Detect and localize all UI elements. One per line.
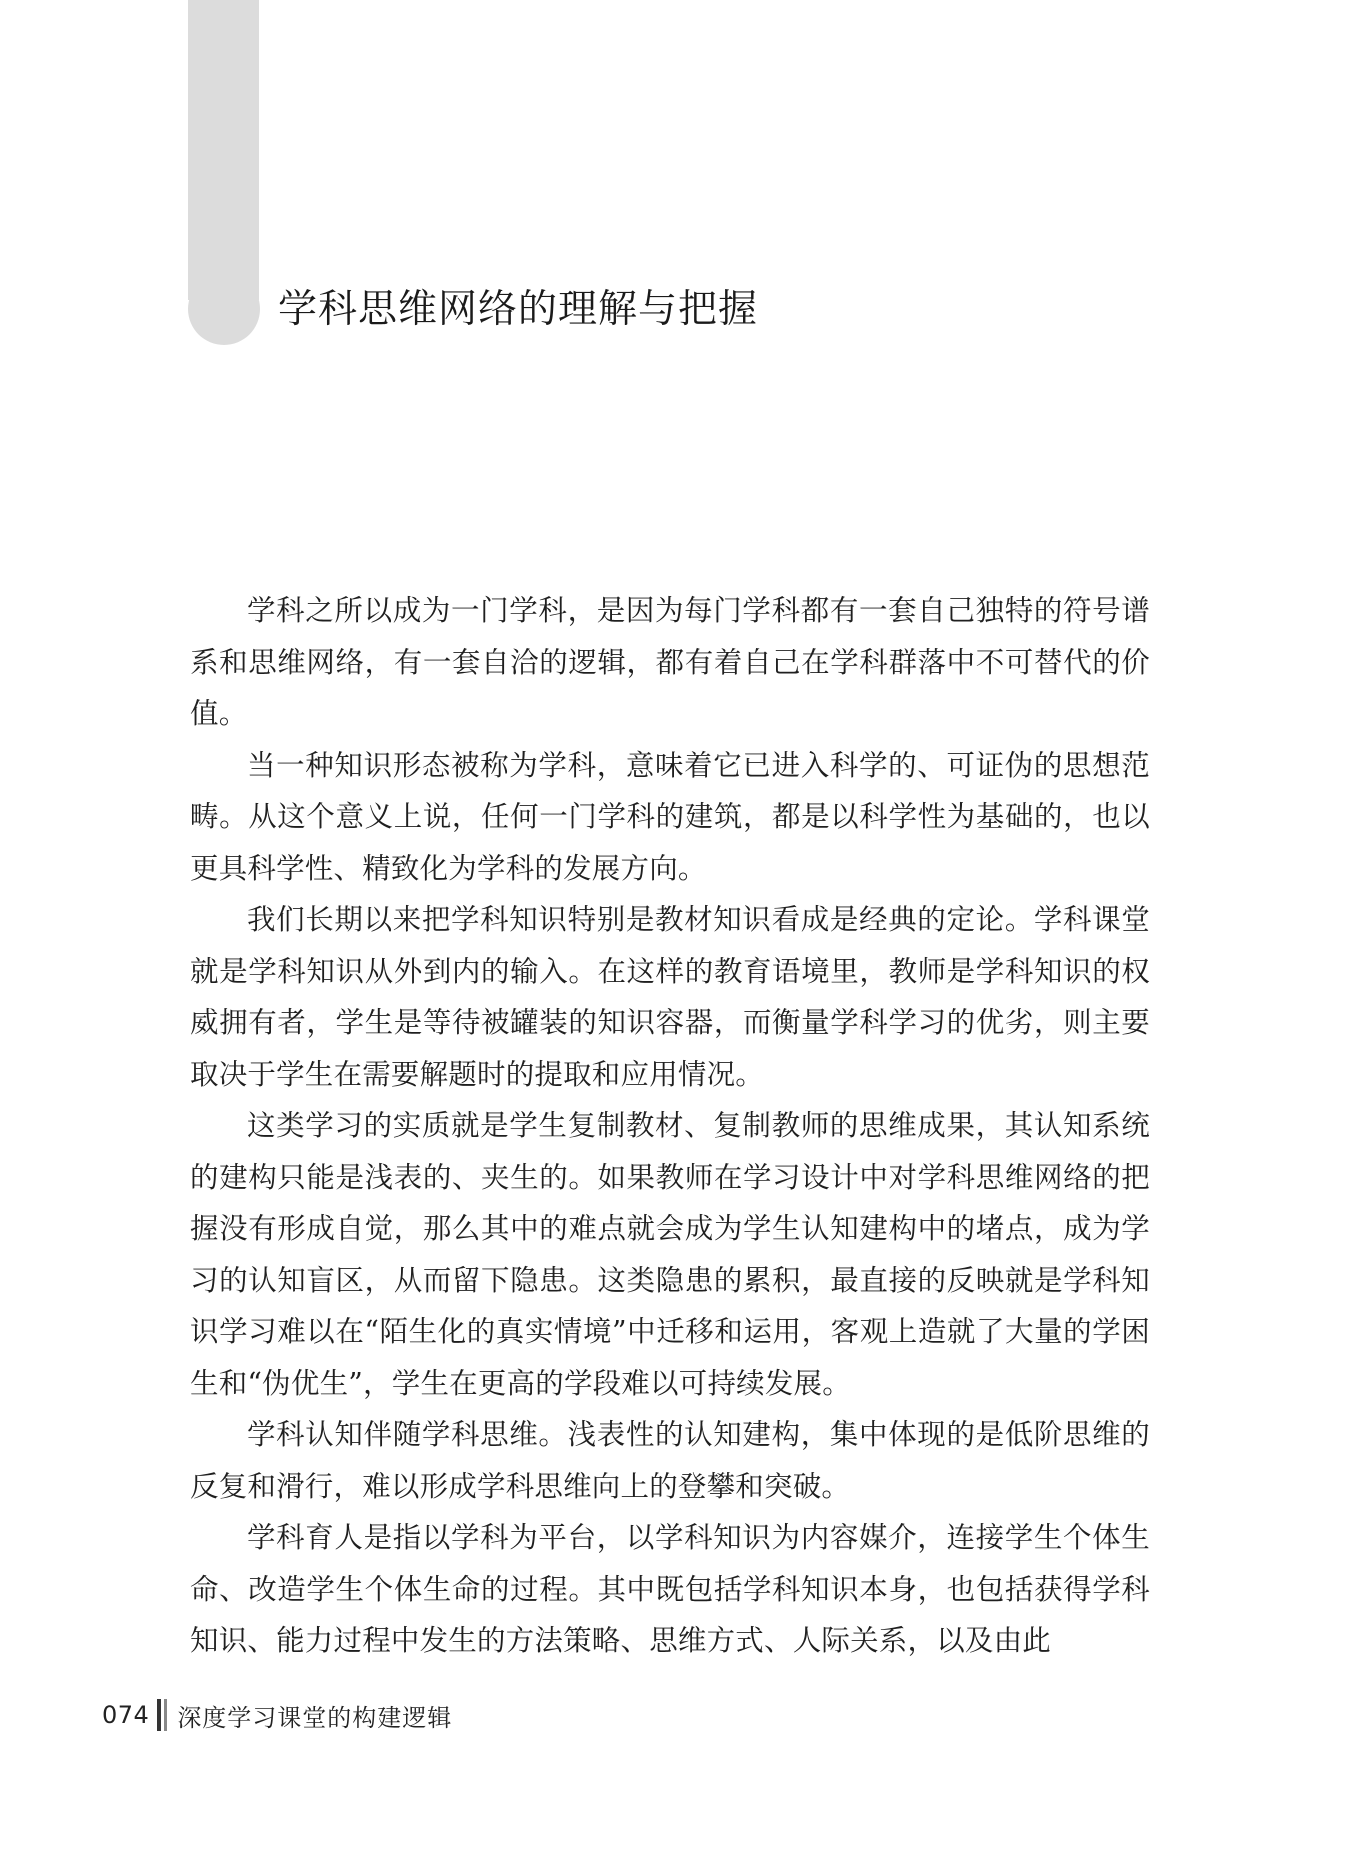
chapter-title: 学科思维网络的理解与把握 — [278, 287, 759, 332]
paragraph: 这类学习的实质就是学生复制教材、复制教师的思维成果，其认知系统的建构只能是浅表的、夹生的。如果教师在学习设计中对学科思维网络的把握没有形成自觉，那么其中的难点就会成为学生认知建构中的堵点，成为学习的认知盲区，从而留下隐患。这类隐患的累积，最直接的反映就是学科知识学习难以在“陌生化的真实情境”中迁移和运用，客观上造就了大量的学困生和“伪优生”，学生在更高的学段难以可持续发展。 — [190, 1109, 1150, 1400]
chapter-decoration-bar — [188, 0, 259, 300]
page-number: 074 — [102, 1701, 150, 1729]
chapter-decoration-circle — [188, 273, 260, 345]
paragraph: 学科育人是指以学科为平台，以学科知识为内容媒介，连接学生个体生命、改造学生个体生命的过程。其中既包括学科知识本身，也包括获得学科知识、能力过程中发生的方法策略、思维方式、人际关系，以及由此 — [190, 1521, 1150, 1657]
running-title: 深度学习课堂的构建逻辑 — [177, 1703, 453, 1732]
footer-divider — [157, 1699, 167, 1731]
paragraph: 我们长期以来把学科知识特别是教材知识看成是经典的定论。学科课堂就是学科知识从外到内的输入。在这样的教育语境里，教师是学科知识的权威拥有者，学生是等待被罐装的知识容器，而衡量学科学习的优劣，则主要取决于学生在需要解题时的提取和应用情况。 — [190, 903, 1150, 1091]
paragraph: 当一种知识形态被称为学科，意味着它已进入科学的、可证伪的思想范畴。从这个意义上说，任何一门学科的建筑，都是以科学性为基础的，也以更具科学性、精致化为学科的发展方向。 — [190, 748, 1150, 885]
body-text — [190, 585, 1150, 1667]
paragraph: 学科之所以成为一门学科，是因为每门学科都有一套自己独特的符号谱系和思维网络，有一套自洽的逻辑，都有着自己在学科群落中不可替代的价值。 — [190, 594, 1150, 730]
paragraph: 学科认知伴随学科思维。浅表性的认知建构，集中体现的是低阶思维的反复和滑行，难以形成学科思维向上的登攀和突破。 — [190, 1418, 1150, 1503]
page-footer — [102, 1698, 452, 1732]
